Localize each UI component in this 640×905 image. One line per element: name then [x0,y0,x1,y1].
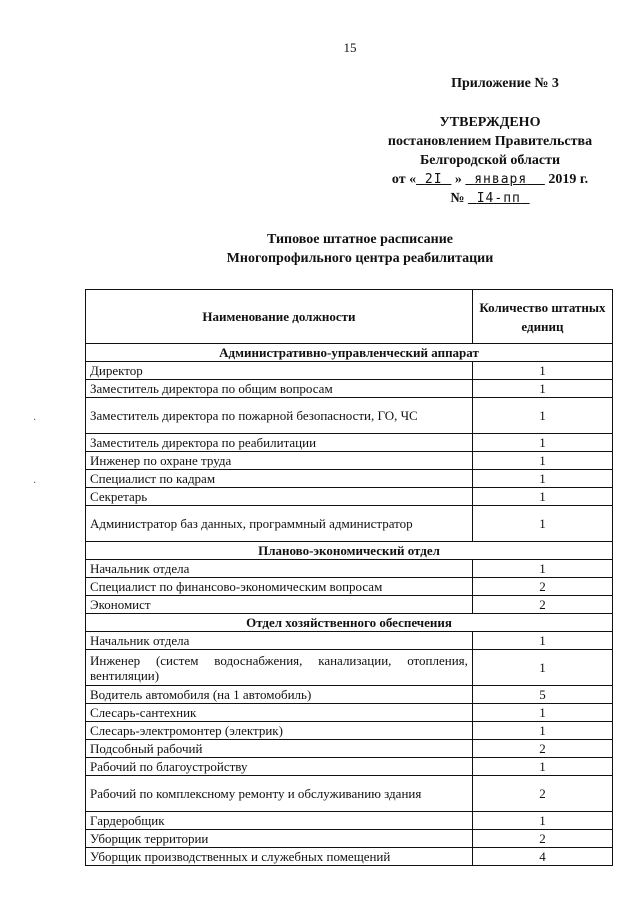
margin-mark: · [33,478,37,489]
section-title: Административно-управленческий аппарат [86,344,613,362]
approved-stamp: УТВЕРЖДЕНО [439,115,541,130]
position-name: Экономист [86,596,473,614]
table-row [86,380,613,398]
position-quantity: 1 [472,452,612,470]
position-name: Администратор баз данных, программный администратор [86,506,473,542]
position-quantity: 4 [472,848,612,866]
section-title: Планово-экономический отдел [86,542,613,560]
position-name: Заместитель директора по реабилитации [86,434,473,452]
margin-mark: · [33,415,37,426]
date-month: января [474,172,528,187]
position-name: Инженер по охране труда [86,452,473,470]
position-quantity: 1 [472,812,612,830]
approval-line-2: Белгородской области [419,153,561,168]
table-row [86,578,613,596]
approval-number [340,189,640,208]
position-quantity: 2 [472,740,612,758]
position-quantity: 2 [472,776,612,812]
position-quantity: 1 [472,632,612,650]
position-name: Специалист по кадрам [86,470,473,488]
approval-date [340,170,640,189]
section-row [86,542,613,560]
table-row [86,434,613,452]
header-quantity: Количество штатных единиц [472,290,612,344]
number-value: I4-пп [476,191,521,206]
staff-table [85,289,613,866]
approval-line-1: постановлением Правительства [387,134,593,149]
table-row [86,362,613,380]
table-header [86,290,613,344]
table-row [86,650,613,686]
position-name: Уборщик производственных и служебных помещений [86,848,473,866]
position-name: Водитель автомобиля (на 1 автомобиль) [86,686,473,704]
table-row [86,830,613,848]
table-row [86,398,613,434]
position-quantity: 1 [472,650,612,686]
position-name: Начальник отдела [86,632,473,650]
staff-table-body [86,344,613,866]
position-name: Подсобный рабочий [86,740,473,758]
page-number: 15 [343,40,357,55]
table-row [86,848,613,866]
table-row [86,722,613,740]
table-row [86,470,613,488]
position-quantity: 1 [472,434,612,452]
date-year: 2019 г. [548,172,589,187]
position-quantity: 1 [472,506,612,542]
date-prefix: от « [391,172,417,187]
position-quantity: 1 [472,470,612,488]
table-row [86,758,613,776]
table-row [86,506,613,542]
table-row [86,452,613,470]
position-name: Начальник отдела [86,560,473,578]
position-quantity: 1 [472,758,612,776]
position-name: Рабочий по комплексному ремонту и обслуживанию здания [86,776,473,812]
position-quantity: 5 [472,686,612,704]
table-row [86,488,613,506]
position-name: Директор [86,362,473,380]
section-title: Отдел хозяйственного обеспечения [86,614,613,632]
position-quantity: 1 [472,362,612,380]
annex-label: Приложение № 3 [451,76,559,91]
date-mid: » [454,172,462,187]
position-name: Рабочий по благоустройству [86,758,473,776]
title-line-1: Типовое штатное расписание [267,232,453,247]
position-quantity: 1 [472,488,612,506]
position-name: Заместитель директора по пожарной безопасности, ГО, ЧС [86,398,473,434]
section-row [86,614,613,632]
position-quantity: 1 [472,398,612,434]
table-row [86,776,613,812]
section-row [86,344,613,362]
position-quantity: 1 [472,704,612,722]
table-row [86,704,613,722]
document-title [0,230,640,268]
position-quantity: 2 [472,596,612,614]
position-name: Инженер (систем водоснабжения, канализации, отопления, вентиляции) [86,650,473,686]
position-quantity: 1 [472,380,612,398]
position-name: Слесарь-сантехник [86,704,473,722]
approval-block [340,74,640,208]
position-name: Заместитель директора по общим вопросам [86,380,473,398]
position-quantity: 2 [472,578,612,596]
number-prefix: № [450,191,465,206]
date-day: 2I [424,172,443,187]
table-row [86,596,613,614]
position-name: Слесарь-электромонтер (электрик) [86,722,473,740]
position-name: Гардеробщик [86,812,473,830]
table-row [86,632,613,650]
position-quantity: 1 [472,560,612,578]
position-name: Уборщик территории [86,830,473,848]
position-name: Специалист по финансово-экономическим вопросам [86,578,473,596]
title-line-2: Многопрофильного центра реабилитации [226,251,494,266]
position-name: Секретарь [86,488,473,506]
table-row [86,560,613,578]
table-row [86,686,613,704]
header-position-name: Наименование должности [86,290,473,344]
position-quantity: 1 [472,722,612,740]
table-row [86,740,613,758]
position-quantity: 2 [472,830,612,848]
table-row [86,812,613,830]
